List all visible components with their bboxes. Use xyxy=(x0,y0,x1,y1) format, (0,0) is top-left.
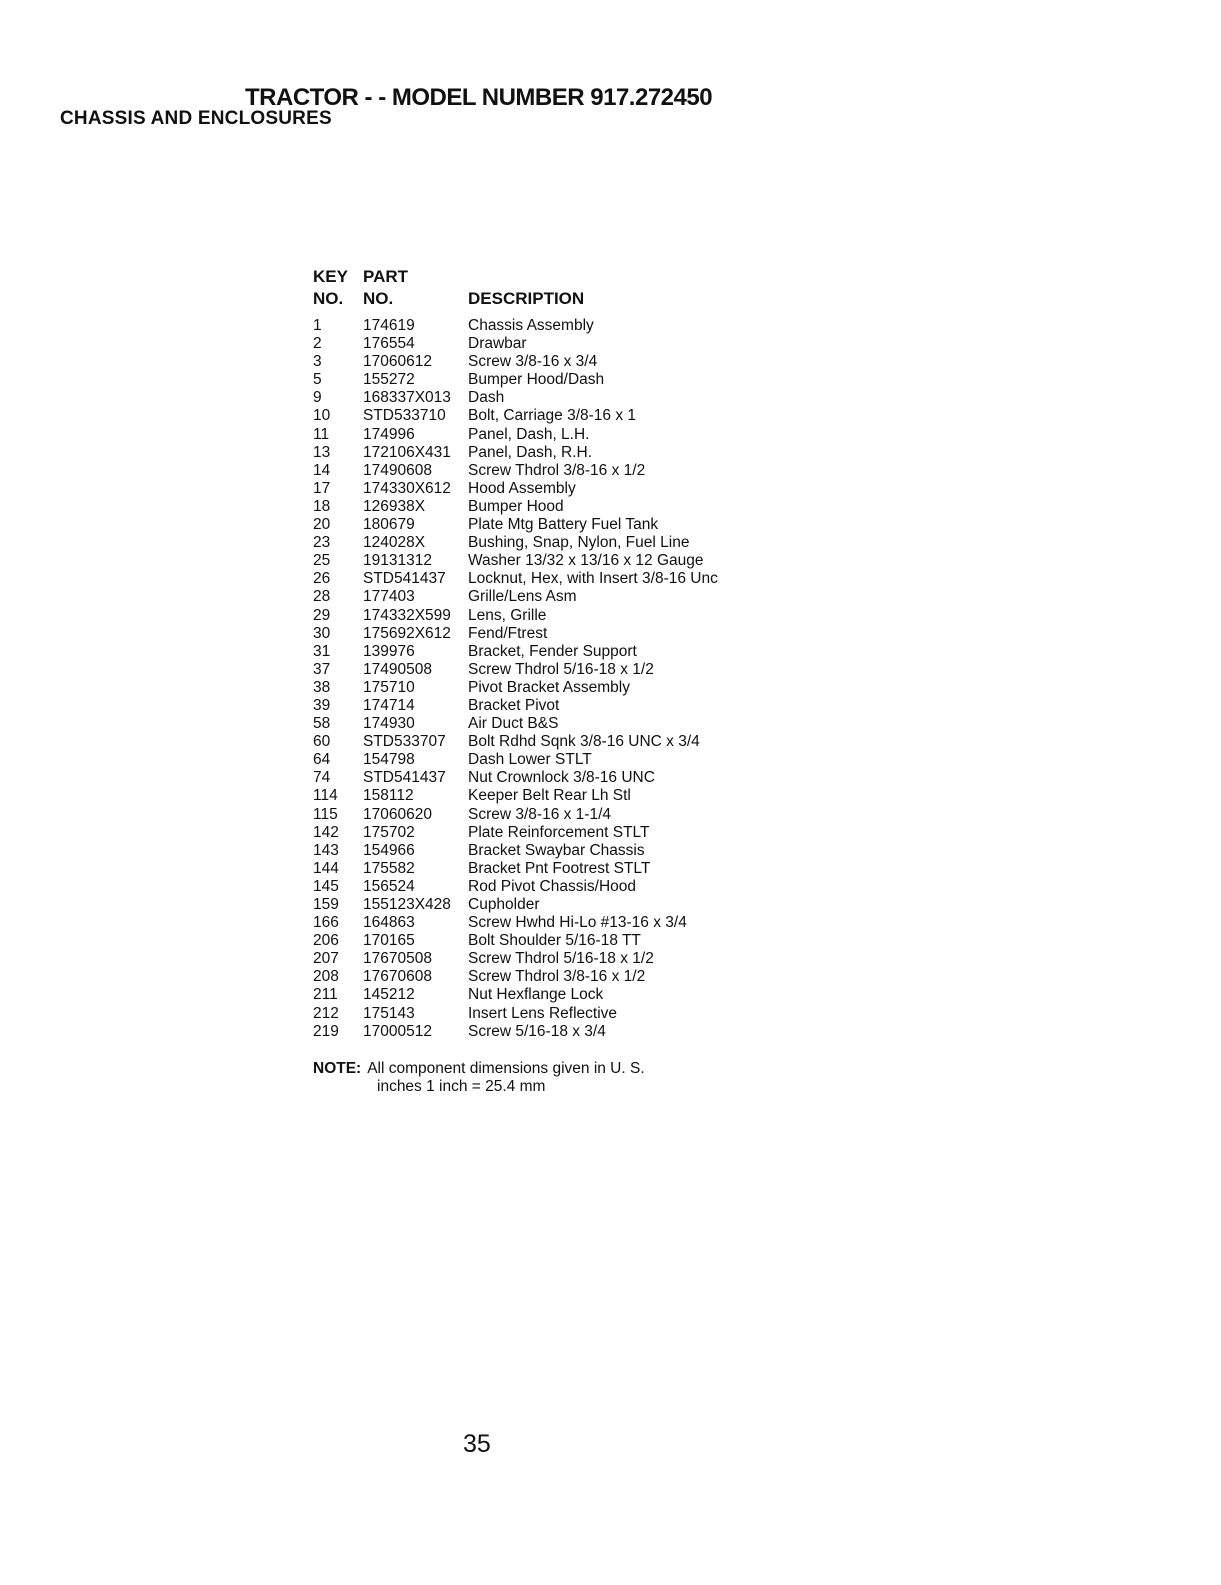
description-cell: Locknut, Hex, with Insert 3/8-16 Unc xyxy=(468,570,718,588)
description-cell: Panel, Dash, R.H. xyxy=(468,443,593,461)
part-number-cell: 174714 xyxy=(363,696,415,714)
key-number-cell: 212 xyxy=(313,1004,339,1022)
key-number-cell: 159 xyxy=(313,896,339,913)
parts-row xyxy=(313,787,773,805)
description-cell: Screw 3/8-16 x 1-1/4 xyxy=(468,805,612,823)
part-number-cell: 174332X599 xyxy=(363,606,451,624)
part-number-cell: 175143 xyxy=(363,1004,415,1022)
description-cell: Screw Thdrol 5/16-18 x 1/2 xyxy=(468,950,654,968)
key-number-cell: 13 xyxy=(313,443,331,461)
key-column-header-line2: NO. xyxy=(313,289,344,308)
parts-row xyxy=(313,661,773,679)
description-cell: Rod Pivot Chassis/Hood xyxy=(468,877,636,895)
part-number-cell: STD533710 xyxy=(363,407,446,425)
key-number-cell: 5 xyxy=(313,371,322,389)
parts-row xyxy=(313,914,773,932)
key-column-header-line1: KEY xyxy=(313,267,348,286)
part-number-cell: 17670608 xyxy=(363,968,432,986)
description-cell: Screw 3/8-16 x 3/4 xyxy=(468,353,598,371)
key-number-cell: 144 xyxy=(313,859,339,877)
part-column-header-line2: NO. xyxy=(363,289,394,308)
description-cell: Plate Reinforcement STLT xyxy=(468,823,650,841)
parts-row xyxy=(313,498,773,516)
parts-row xyxy=(313,733,773,751)
description-cell: Bracket Swaybar Chassis xyxy=(468,841,645,859)
key-number-cell: 64 xyxy=(313,751,331,769)
description-cell: Bolt Shoulder 5/16-18 TT xyxy=(468,932,641,950)
key-number-cell: 1 xyxy=(313,317,322,334)
description-cell: Screw 5/16-18 x 3/4 xyxy=(468,1022,606,1040)
parts-row xyxy=(313,317,773,335)
description-cell: Nut Crownlock 3/8-16 UNC xyxy=(468,769,655,787)
description-cell: Bracket Pnt Footrest STLT xyxy=(468,859,651,877)
part-number-cell: 17490608 xyxy=(363,461,432,479)
parts-row xyxy=(313,715,773,733)
part-number-cell: 155272 xyxy=(363,371,415,389)
parts-row xyxy=(313,896,773,914)
description-cell: Bumper Hood xyxy=(468,497,564,515)
key-number-cell: 17 xyxy=(313,479,331,497)
key-number-cell: 9 xyxy=(313,389,322,407)
part-number-cell: 175692X612 xyxy=(363,624,451,642)
key-number-cell: 143 xyxy=(313,841,339,859)
description-cell: Dash xyxy=(468,389,505,407)
key-number-cell: 206 xyxy=(313,932,339,950)
part-number-cell: 145212 xyxy=(363,986,415,1004)
part-number-cell: STD541437 xyxy=(363,769,446,787)
parts-row xyxy=(313,353,773,371)
parts-row xyxy=(313,444,773,462)
parts-row xyxy=(313,588,773,606)
description-cell: Screw Thdrol 3/8-16 x 1/2 xyxy=(468,461,646,479)
part-number-cell: 176554 xyxy=(363,335,415,353)
parts-row xyxy=(313,570,773,588)
description-cell: Pivot Bracket Assembly xyxy=(468,678,630,696)
parts-row xyxy=(313,878,773,896)
part-number-cell: 19131312 xyxy=(363,552,432,570)
description-cell: Drawbar xyxy=(468,335,527,353)
note-text-line2: inches 1 inch = 25.4 mm xyxy=(377,1078,546,1095)
part-number-cell: 154966 xyxy=(363,841,415,859)
key-number-cell: 14 xyxy=(313,461,331,479)
description-cell: Bolt Rdhd Sqnk 3/8-16 UNC x 3/4 xyxy=(468,733,700,751)
description-cell: Nut Hexflange Lock xyxy=(468,986,604,1004)
description-cell: Panel, Dash, L.H. xyxy=(468,425,590,443)
key-number-cell: 11 xyxy=(313,425,330,443)
key-number-cell: 26 xyxy=(313,570,331,588)
part-number-cell: 174619 xyxy=(363,317,415,334)
key-number-cell: 114 xyxy=(313,787,338,805)
part-number-cell: 17060620 xyxy=(363,805,432,823)
parts-row xyxy=(313,1023,773,1041)
description-cell: Bolt, Carriage 3/8-16 x 1 xyxy=(468,407,637,425)
page-number: 35 xyxy=(463,1430,491,1458)
page-title: TRACTOR - - MODEL NUMBER 917.272450 xyxy=(245,84,713,111)
part-number-cell: 177403 xyxy=(363,588,415,606)
note-label: NOTE: xyxy=(313,1060,362,1077)
key-number-cell: 23 xyxy=(313,534,331,552)
key-number-cell: 28 xyxy=(313,588,331,606)
parts-row xyxy=(313,697,773,715)
key-number-cell: 39 xyxy=(313,696,331,714)
description-column-header: DESCRIPTION xyxy=(468,289,585,308)
note-line1 xyxy=(313,1060,645,1078)
parts-row xyxy=(313,751,773,769)
part-number-cell: 175582 xyxy=(363,859,415,877)
part-number-cell: 17060612 xyxy=(363,353,432,371)
description-cell: Screw Hwhd Hi-Lo #13-16 x 3/4 xyxy=(468,914,687,932)
part-number-cell: 175702 xyxy=(363,823,415,841)
key-number-cell: 60 xyxy=(313,733,331,751)
description-cell: Washer 13/32 x 13/16 x 12 Gauge xyxy=(468,552,704,570)
parts-row xyxy=(313,625,773,643)
key-number-cell: 18 xyxy=(313,497,331,515)
key-number-cell: 58 xyxy=(313,715,331,733)
key-number-cell: 142 xyxy=(313,823,339,841)
key-number-cell: 2 xyxy=(313,335,322,353)
key-number-cell: 166 xyxy=(313,914,339,932)
part-number-cell: 155123X428 xyxy=(363,896,451,913)
part-number-cell: 17000512 xyxy=(363,1022,432,1040)
part-number-cell: STD541437 xyxy=(363,570,446,588)
key-number-cell: 30 xyxy=(313,624,331,642)
note-text-line1: All component dimensions given in U. S. xyxy=(367,1060,645,1077)
key-number-cell: 74 xyxy=(313,769,331,787)
description-cell: Bracket, Fender Support xyxy=(468,642,637,660)
description-cell: Air Duct B&S xyxy=(468,715,559,733)
key-number-cell: 145 xyxy=(313,877,339,895)
parts-list xyxy=(313,317,773,1041)
key-number-cell: 37 xyxy=(313,660,331,678)
part-number-cell: 158112 xyxy=(363,787,414,805)
key-number-cell: 38 xyxy=(313,678,331,696)
part-number-cell: 175710 xyxy=(363,678,415,696)
note xyxy=(313,1060,645,1096)
key-number-cell: 208 xyxy=(313,968,339,986)
description-cell: Hood Assembly xyxy=(468,479,576,497)
key-number-cell: 115 xyxy=(313,805,338,823)
parts-row xyxy=(313,932,773,950)
key-number-cell: 20 xyxy=(313,516,331,534)
parts-row xyxy=(313,842,773,860)
part-number-cell: 168337X013 xyxy=(363,389,451,407)
description-cell: Screw Thdrol 5/16-18 x 1/2 xyxy=(468,660,654,678)
parts-row xyxy=(313,462,773,480)
key-number-cell: 219 xyxy=(313,1022,339,1040)
part-number-cell: 139976 xyxy=(363,642,415,660)
part-number-cell: STD533707 xyxy=(363,733,446,751)
parts-row xyxy=(313,335,773,353)
part-number-cell: 154798 xyxy=(363,751,415,769)
description-cell: Lens, Grille xyxy=(468,606,547,624)
parts-row xyxy=(313,679,773,697)
description-cell: Keeper Belt Rear Lh Stl xyxy=(468,787,631,805)
key-number-cell: 3 xyxy=(313,353,322,371)
part-number-cell: 17670508 xyxy=(363,950,432,968)
part-number-cell: 124028X xyxy=(363,534,426,552)
description-cell: Fend/Ftrest xyxy=(468,624,548,642)
parts-row xyxy=(313,407,773,425)
parts-row xyxy=(313,480,773,498)
section-subtitle: CHASSIS AND ENCLOSURES xyxy=(60,108,332,129)
parts-row xyxy=(313,1005,773,1023)
parts-row xyxy=(313,824,773,842)
key-number-cell: 25 xyxy=(313,552,331,570)
parts-row xyxy=(313,389,773,407)
parts-row xyxy=(313,806,773,824)
parts-row xyxy=(313,860,773,878)
parts-row xyxy=(313,986,773,1004)
key-number-cell: 10 xyxy=(313,407,331,425)
key-number-cell: 211 xyxy=(313,986,338,1004)
parts-row xyxy=(313,426,773,444)
part-column-header-line1: PART xyxy=(363,267,409,286)
key-number-cell: 29 xyxy=(313,606,331,624)
part-number-cell: 174330X612 xyxy=(363,479,451,497)
description-cell: Dash Lower STLT xyxy=(468,751,592,769)
parts-row xyxy=(313,516,773,534)
description-cell: Chassis Assembly xyxy=(468,317,594,334)
key-number-cell: 207 xyxy=(313,950,339,968)
part-number-cell: 180679 xyxy=(363,516,415,534)
key-number-cell: 31 xyxy=(313,642,331,660)
parts-row xyxy=(313,534,773,552)
description-cell: Insert Lens Reflective xyxy=(468,1004,618,1022)
part-number-cell: 174930 xyxy=(363,715,415,733)
parts-row xyxy=(313,371,773,389)
part-number-cell: 164863 xyxy=(363,914,415,932)
description-cell: Bushing, Snap, Nylon, Fuel Line xyxy=(468,534,690,552)
part-number-cell: 17490508 xyxy=(363,660,432,678)
parts-row xyxy=(313,552,773,570)
description-cell: Screw Thdrol 3/8-16 x 1/2 xyxy=(468,968,646,986)
parts-row xyxy=(313,950,773,968)
description-cell: Cupholder xyxy=(468,896,540,913)
part-number-cell: 174996 xyxy=(363,425,415,443)
part-number-cell: 172106X431 xyxy=(363,443,451,461)
description-cell: Plate Mtg Battery Fuel Tank xyxy=(468,516,659,534)
part-number-cell: 156524 xyxy=(363,877,415,895)
parts-row xyxy=(313,643,773,661)
part-number-cell: 126938X xyxy=(363,497,426,515)
parts-row xyxy=(313,769,773,787)
parts-row xyxy=(313,968,773,986)
description-cell: Bumper Hood/Dash xyxy=(468,371,605,389)
description-cell: Bracket Pivot xyxy=(468,696,560,714)
parts-row xyxy=(313,607,773,625)
description-cell: Grille/Lens Asm xyxy=(468,588,577,606)
part-number-cell: 170165 xyxy=(363,932,415,950)
